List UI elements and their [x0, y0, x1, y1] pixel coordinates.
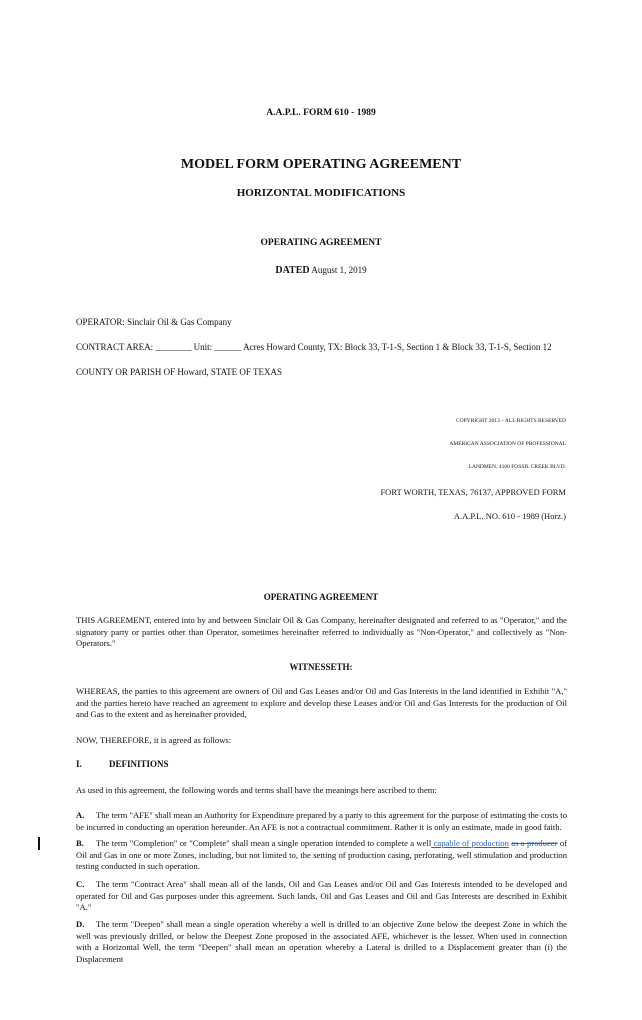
section-name: DEFINITIONS — [109, 759, 169, 769]
contract-area-line: CONTRACT AREA: ________ Unit: ______ Acres Howard County, TX: Block 33, T-1-S, Section 1 & Block 33, T-1-S, Section 12 — [76, 342, 552, 352]
tracked-deletion[interactable]: as a producer — [511, 838, 558, 848]
whereas-paragraph: WHEREAS, the parties to this agreement are owners of Oil and Gas Leases and/or Oil and Gas Interests in the land identified in Exhibit "A," and the parties hereto have reached an agreement to explore and develop these Leases and/or Oil and Gas Interests for the production of Oil and Gas to the extent and as hereinafter provided, — [76, 686, 567, 719]
dated-value: August 1, 2019 — [311, 265, 367, 275]
document-subtitle: HORIZONTAL MODIFICATIONS — [236, 187, 406, 199]
dated-label: DATED — [275, 265, 310, 276]
county-line: COUNTY OR PARISH OF Howard, STATE OF TEXAS — [76, 367, 282, 377]
definition-text: The term "Completion" or "Complete" shall mean a single operation intended to complete a well — [96, 838, 432, 848]
definition-letter: A. — [76, 810, 85, 820]
definition-letter: B. — [76, 838, 84, 848]
definition-d — [76, 919, 567, 965]
definitions-intro: As used in this agreement, the following words and terms shall have the meanings here ascribed to them: — [76, 785, 437, 795]
section-number: I. — [76, 759, 82, 769]
definition-text: The term "Deepen" shall mean a single operation whereby a well is drilled to an objective Zone below the deepest Zone in which the well was previously drilled, or below the Deepest Zone proposed in the associated AFE, whichever is the lesser. When used in connection with a Horizontal Well, the term "Deepen" shall mean an operation whereby a Lateral is drilled to a Displacement greater than (i) the Displacement — [76, 919, 567, 964]
section-heading — [76, 759, 169, 769]
copyright-line-4: FORT WORTH, TEXAS, 76137, APPROVED FORM — [380, 487, 566, 497]
now-therefore-line: NOW, THEREFORE, it is agreed as follows: — [76, 735, 232, 745]
copyright-line-5: A.A.P.L. NO. 610 - 1989 (Horz.) — [453, 511, 566, 521]
form-number: A.A.P.L. FORM 610 - 1989 — [266, 108, 376, 118]
change-bar — [38, 837, 40, 850]
definition-letter: D. — [76, 919, 85, 929]
agreement-heading: OPERATING AGREEMENT — [260, 238, 382, 248]
operator-line: OPERATOR: Sinclair Oil & Gas Company — [76, 317, 232, 327]
witnesseth-heading: WITNESSETH: — [289, 662, 353, 672]
copyright-line-2: AMERICAN ASSOCIATION OF PROFESSIONAL — [449, 441, 566, 447]
copyright-line-3: LANDMEN, 4100 FOSSIL CREEK BLVD. — [468, 464, 566, 470]
intro-paragraph: THIS AGREEMENT, entered into by and between Sinclair Oil & Gas Company, hereinafter designated and referred to as "Operator," and the signatory party or parties other than Operator, sometimes hereinafter referred to individually as "Non-Operator," and collectively as "Non-Operators." — [76, 615, 567, 648]
definition-letter: C. — [76, 879, 85, 889]
tracked-insertion[interactable]: capable of production — [431, 838, 509, 848]
definition-b — [76, 838, 567, 873]
copyright-line-1: COPYRIGHT 2013 – ALL RIGHTS RESERVED — [455, 418, 566, 424]
document-title: MODEL FORM OPERATING AGREEMENT — [180, 157, 462, 172]
definition-text: The term "Contract Area" shall mean all of the lands, Oil and Gas Leases and/or Oil and Gas Interests intended to be developed and operated for Oil and Gas purposes under this agreement. Such lands, Oil and Gas Leases and Oil and Gas Interests are described in Exhibit "A." — [76, 879, 567, 912]
definition-c — [76, 879, 567, 914]
definition-a — [76, 810, 567, 833]
dated-line — [0, 265, 642, 276]
body-heading: OPERATING AGREEMENT — [263, 592, 379, 602]
definition-text: The term "AFE" shall mean an Authority for Expenditure prepared by a party to this agreement for the purpose of estimating the costs to be incurred in conducting an operation hereunder. An AFE is not a contractual commitment. Rather it is only an estimate, made in good faith. — [76, 810, 567, 832]
definition-text-end: of Oil and Gas in one or more Zones, including, but not limited to, the setting of production casing, perforating, well stimulation and production testing conducted in such operation. — [76, 838, 567, 871]
